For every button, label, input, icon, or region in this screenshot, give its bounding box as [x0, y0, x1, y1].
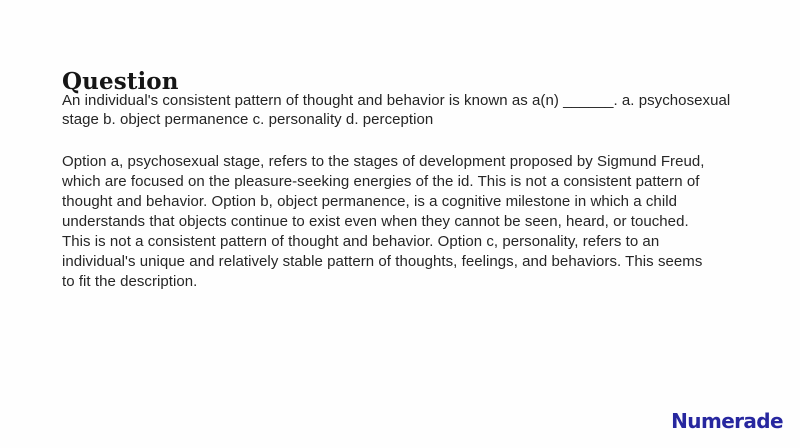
explanation-text-line: to fit the description. [62, 273, 198, 290]
question-text-line: stage b. object permanence c. personality d. perception [62, 111, 434, 128]
explanation-text [62, 152, 752, 292]
explanation-text-line: Option a, psychosexual stage, refers to the stages of development proposed by Sigmund Freud, [62, 153, 705, 170]
question-text-line: An individual's consistent pattern of thought and behavior is known as a(n) ______. a. psychosexual [62, 92, 731, 109]
explanation-text-line: This is not a consistent pattern of thought and behavior. Option c, personality, refers to an [62, 233, 660, 250]
explanation-text-line: individual's unique and relatively stable pattern of thoughts, feelings, and behaviors. This seems [62, 253, 703, 270]
explanation-text-line: understands that objects continue to exist even when they cannot be seen, heard, or touched. [62, 213, 689, 230]
explanation-text-line: which are focused on the pleasure-seeking energies of the id. This is not a consistent pattern of [62, 173, 700, 190]
question-heading: Question [62, 68, 179, 96]
numerade-logo: Numerade [671, 409, 783, 433]
question-text [62, 91, 752, 129]
explanation-text-line: thought and behavior. Option b, object permanence, is a cognitive milestone in which a child [62, 193, 677, 210]
